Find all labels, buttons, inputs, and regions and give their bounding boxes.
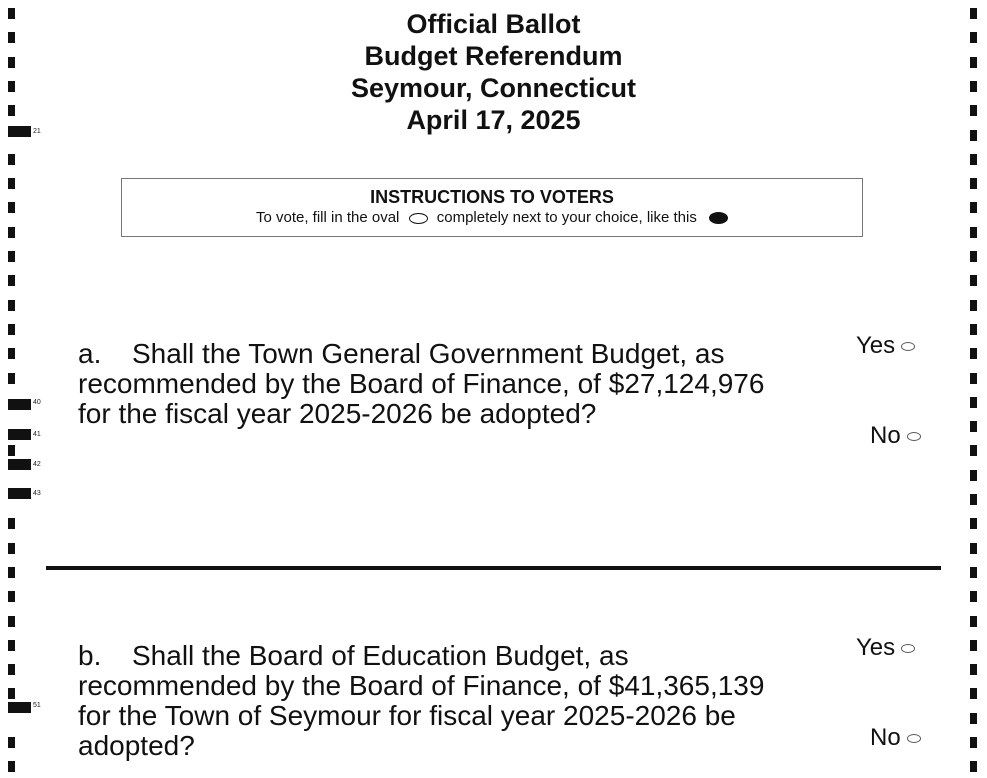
timing-mark (970, 737, 977, 748)
ballot-subtitle: Budget Referendum (364, 41, 623, 71)
choice-label: Yes (856, 332, 896, 359)
question-letter: a. (78, 338, 102, 369)
question-b (78, 641, 778, 761)
timing-mark (8, 616, 15, 627)
timing-mark (970, 616, 977, 627)
ballot-position-mark (8, 459, 31, 470)
timing-mark (970, 373, 977, 384)
timing-mark (970, 494, 977, 505)
timing-mark (970, 713, 977, 724)
timing-mark (970, 445, 977, 456)
vote-oval-icon[interactable] (907, 432, 921, 441)
timing-mark (8, 202, 15, 213)
timing-mark (8, 640, 15, 651)
timing-mark (970, 640, 977, 651)
ballot-position-mark (8, 429, 31, 440)
timing-mark (970, 761, 977, 772)
timing-mark (8, 324, 15, 335)
instructions-title: INSTRUCTIONS TO VOTERS (370, 187, 614, 207)
timing-mark (8, 688, 15, 699)
position-number: 51 (33, 702, 41, 709)
vote-oval-icon[interactable] (901, 644, 915, 653)
timing-mark (8, 518, 15, 529)
timing-mark (8, 227, 15, 238)
timing-mark (970, 470, 977, 481)
timing-mark (8, 373, 15, 384)
timing-mark (970, 421, 977, 432)
choice-no-b[interactable] (870, 724, 921, 752)
ballot-header (0, 8, 987, 136)
position-number: 41 (33, 431, 41, 438)
section-divider (46, 566, 941, 570)
timing-mark (970, 688, 977, 699)
timing-mark (8, 543, 15, 554)
instructions-box (121, 178, 863, 237)
question-text: Shall the Town General Government Budget, as recommended by the Board of Finance, of $27,124,976 for the fiscal year 2025-2026 be adopted? (78, 338, 765, 429)
empty-oval-icon (409, 213, 428, 224)
position-number: 40 (33, 399, 41, 406)
timing-mark (970, 591, 977, 602)
timing-mark (970, 154, 977, 165)
timing-mark (8, 275, 15, 286)
timing-mark (970, 664, 977, 675)
timing-mark (8, 154, 15, 165)
vote-oval-icon[interactable] (901, 342, 915, 351)
position-number: 42 (33, 461, 41, 468)
position-number: 43 (33, 490, 41, 497)
timing-mark (8, 300, 15, 311)
timing-mark (970, 275, 977, 286)
choice-no-a[interactable] (870, 422, 921, 450)
position-number: 21 (33, 128, 41, 135)
timing-mark (8, 348, 15, 359)
question-a (78, 339, 778, 429)
timing-mark (970, 348, 977, 359)
timing-mark (970, 178, 977, 189)
choice-yes-a[interactable] (856, 332, 915, 360)
timing-mark (970, 227, 977, 238)
ballot-position-mark (8, 702, 31, 713)
choice-label: No (870, 724, 901, 751)
ballot-position-mark (8, 488, 31, 499)
timing-mark (8, 737, 15, 748)
choice-label: Yes (856, 634, 896, 661)
timing-mark (970, 397, 977, 408)
timing-mark (8, 664, 15, 675)
choice-yes-b[interactable] (856, 634, 915, 662)
timing-mark (970, 300, 977, 311)
timing-mark (8, 567, 15, 578)
ballot-town: Seymour, Connecticut (350, 73, 637, 103)
timing-mark (970, 324, 977, 335)
instructions-text-after: completely next to your choice, like this (436, 209, 697, 226)
filled-oval-icon (709, 212, 728, 224)
timing-mark (970, 251, 977, 262)
question-text: Shall the Board of Education Budget, as recommended by the Board of Finance, of $41,365,139 for the Town of Seymour for fiscal year 2025-2026 be adopted? (78, 640, 765, 761)
timing-mark (970, 518, 977, 529)
ballot-position-mark (8, 399, 31, 410)
choice-label: No (870, 422, 901, 449)
question-letter: b. (78, 640, 102, 671)
timing-mark (8, 761, 15, 772)
timing-mark (8, 251, 15, 262)
timing-mark (8, 591, 15, 602)
timing-mark (970, 567, 977, 578)
instructions-text-before: To vote, fill in the oval (255, 209, 400, 226)
ballot-date: April 17, 2025 (406, 105, 581, 135)
timing-mark (970, 543, 977, 554)
vote-oval-icon[interactable] (907, 734, 921, 743)
timing-mark (970, 202, 977, 213)
timing-mark (8, 445, 15, 456)
instructions-text (122, 208, 862, 228)
ballot-title: Official Ballot (406, 9, 581, 39)
timing-mark (8, 178, 15, 189)
